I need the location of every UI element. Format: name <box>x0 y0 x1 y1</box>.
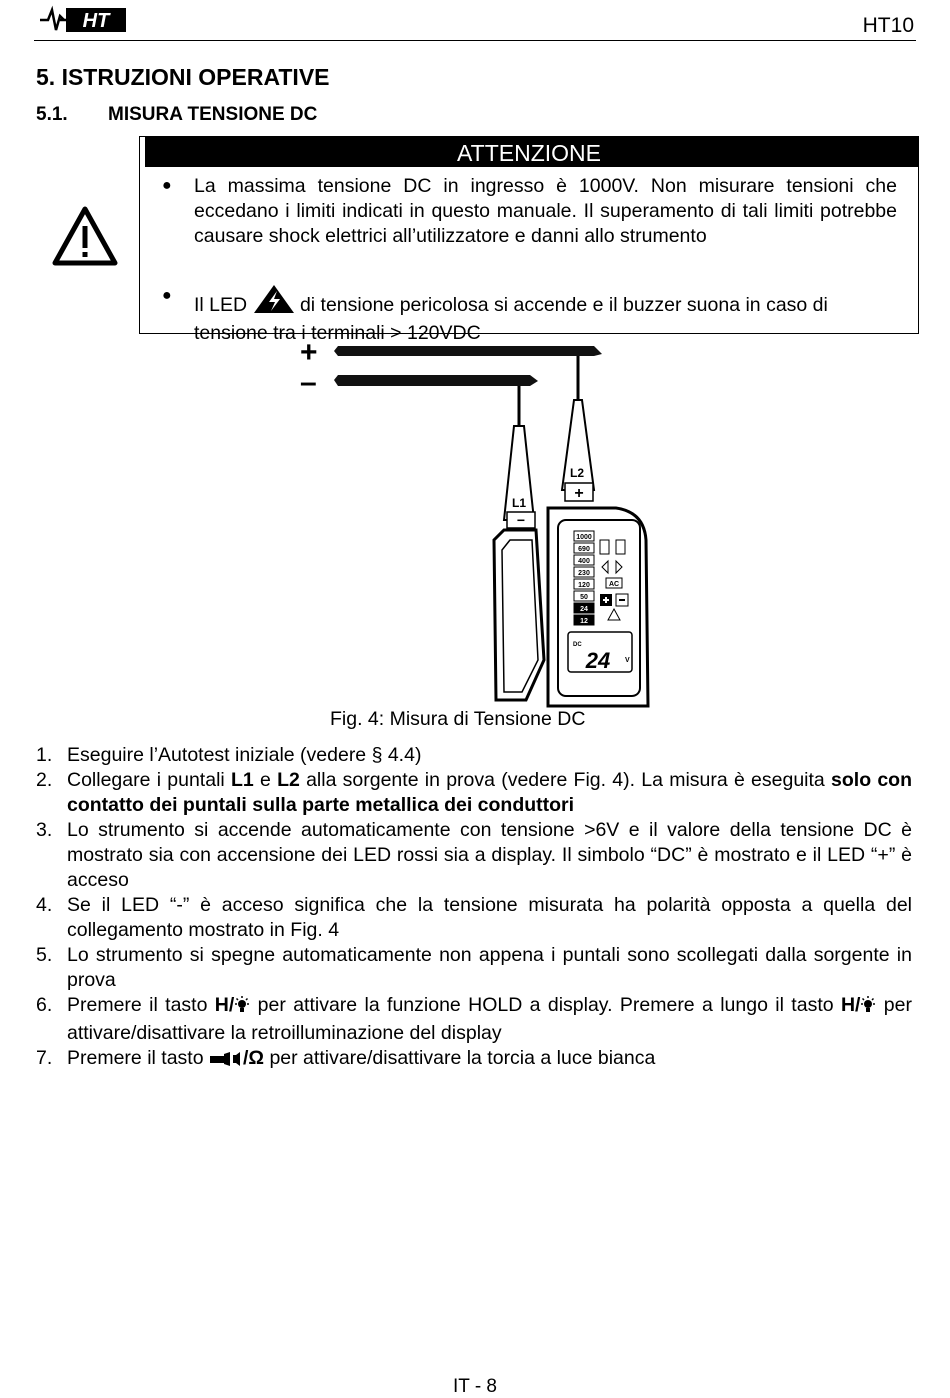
step-text-bold: L1 <box>230 769 254 791</box>
step-text-bold: L2 <box>277 769 300 791</box>
list-item <box>36 818 912 893</box>
svg-text:1000: 1000 <box>576 534 592 541</box>
list-item <box>36 893 912 943</box>
step-text: Se il LED “-” è acceso significa che la tensione misurata ha polarità opposta a quella del collegamento mostrato in Fig. 4 <box>67 894 912 941</box>
list-number: 5. <box>36 944 53 966</box>
list-number: 7. <box>36 1047 53 1069</box>
step-text-bold: H/ <box>214 994 235 1016</box>
svg-text:400: 400 <box>578 558 590 565</box>
probe-l1-sign: − <box>516 512 526 528</box>
svg-text:120: 120 <box>578 582 590 589</box>
ac-indicator: AC <box>608 581 620 588</box>
minus-terminal-label: – <box>300 366 317 399</box>
probe-l2-sign: + <box>574 485 584 502</box>
subsection-number: 5.1. <box>36 104 68 125</box>
warning-bullet-2-start: Il LED <box>194 294 248 316</box>
list-number: 2. <box>36 769 53 791</box>
svg-text:24: 24 <box>580 606 588 613</box>
display-value: 24 <box>585 648 611 673</box>
step-text: per attivare/disattivare la torcia a luce bianca <box>264 1047 656 1069</box>
list-item <box>36 993 912 1046</box>
list-number: 6. <box>36 994 53 1016</box>
bullet-dot: ● <box>162 287 172 304</box>
light-bulb-icon <box>860 996 876 1021</box>
step-text-bold: H/ <box>840 994 861 1016</box>
svg-text:12: 12 <box>580 618 588 625</box>
display-unit: V <box>625 657 630 664</box>
step-text: per attivare/disattivare la retroilluminazione del display <box>67 994 912 1044</box>
model-name: HT10 <box>862 14 914 37</box>
step-text: Collegare i puntali <box>67 769 231 791</box>
step-text: alla sorgente in prova (vedere Fig. 4). La misura è eseguita <box>299 769 832 791</box>
header-divider <box>34 40 916 41</box>
svg-text:230: 230 <box>578 570 590 577</box>
danger-led-icon <box>253 284 295 321</box>
dc-measurement-figure <box>298 340 658 715</box>
list-item <box>36 1046 912 1074</box>
step-text: Lo strumento si spegne automaticamente non appena i puntali sono scollegati dalla sorgente in prova <box>67 944 912 991</box>
torch-buzzer-icon <box>209 1049 243 1074</box>
list-number: 1. <box>36 744 53 766</box>
ht-logo <box>38 4 130 34</box>
steps-list <box>36 743 912 1074</box>
positive-conductor <box>334 346 602 356</box>
light-bulb-icon <box>234 996 250 1021</box>
step-text: per attivare la funzione HOLD a display. Premere a lungo il tasto <box>250 994 841 1016</box>
step-text: Premere il tasto <box>67 994 215 1016</box>
warning-bullet-1: La massima tensione DC in ingresso è 1000V. Non misurare tensioni che eccedano i limiti indicati in questo manuale. Il superamento di tali limiti potrebbe causare shock elettrici all’utilizzatore e danni allo strumento <box>194 175 897 247</box>
warning-box <box>139 136 919 344</box>
step-text: Lo strumento si accende automaticamente con tensione >6V e il valore della tensione DC è mostrato sia con accensione dei LED rossi sia a display. Il simbolo “DC” è mostrato e il LED “+” è acceso <box>67 819 912 891</box>
page-number: IT - 8 <box>453 1376 497 1397</box>
step-text: Premere il tasto <box>67 1047 209 1069</box>
warning-triangle-icon <box>52 206 118 271</box>
step-text: Eseguire l’Autotest iniziale (vedere § 4.4) <box>67 744 422 766</box>
plus-terminal-label: + <box>300 340 318 369</box>
step-text-bold: solo con contatto dei puntali sulla parte metallica dei conduttori <box>67 769 913 816</box>
warning-title: ATTENZIONE <box>140 137 918 167</box>
section-title: 5. ISTRUZIONI OPERATIVE <box>36 64 330 90</box>
step-text: e <box>253 769 278 791</box>
svg-text:690: 690 <box>578 546 590 553</box>
probe-l1-label: L1 <box>512 496 527 510</box>
list-item <box>36 943 912 993</box>
probe-l2-label: L2 <box>570 466 585 480</box>
warning-bullet-2 <box>194 284 897 346</box>
step-text-bold: /Ω <box>242 1047 265 1069</box>
subsection-title <box>36 104 317 126</box>
dc-symbol: DC <box>573 642 582 648</box>
warning-title-accent <box>140 137 145 167</box>
list-number: 3. <box>36 819 53 841</box>
figure-caption: Fig. 4: Misura di Tensione DC <box>330 708 586 730</box>
bullet-dot: ● <box>162 177 172 194</box>
list-number: 4. <box>36 894 53 916</box>
warning-bullet-2-end: di tensione pericolosa si accende e il buzzer suona in caso di tensione tra i terminali > 120VDC <box>194 294 828 344</box>
negative-conductor <box>334 375 538 386</box>
svg-text:50: 50 <box>580 594 588 601</box>
svg-text:HT: HT <box>82 10 110 32</box>
subsection-label: MISURA TENSIONE DC <box>108 104 318 125</box>
list-item <box>36 768 912 818</box>
list-item <box>36 743 912 768</box>
